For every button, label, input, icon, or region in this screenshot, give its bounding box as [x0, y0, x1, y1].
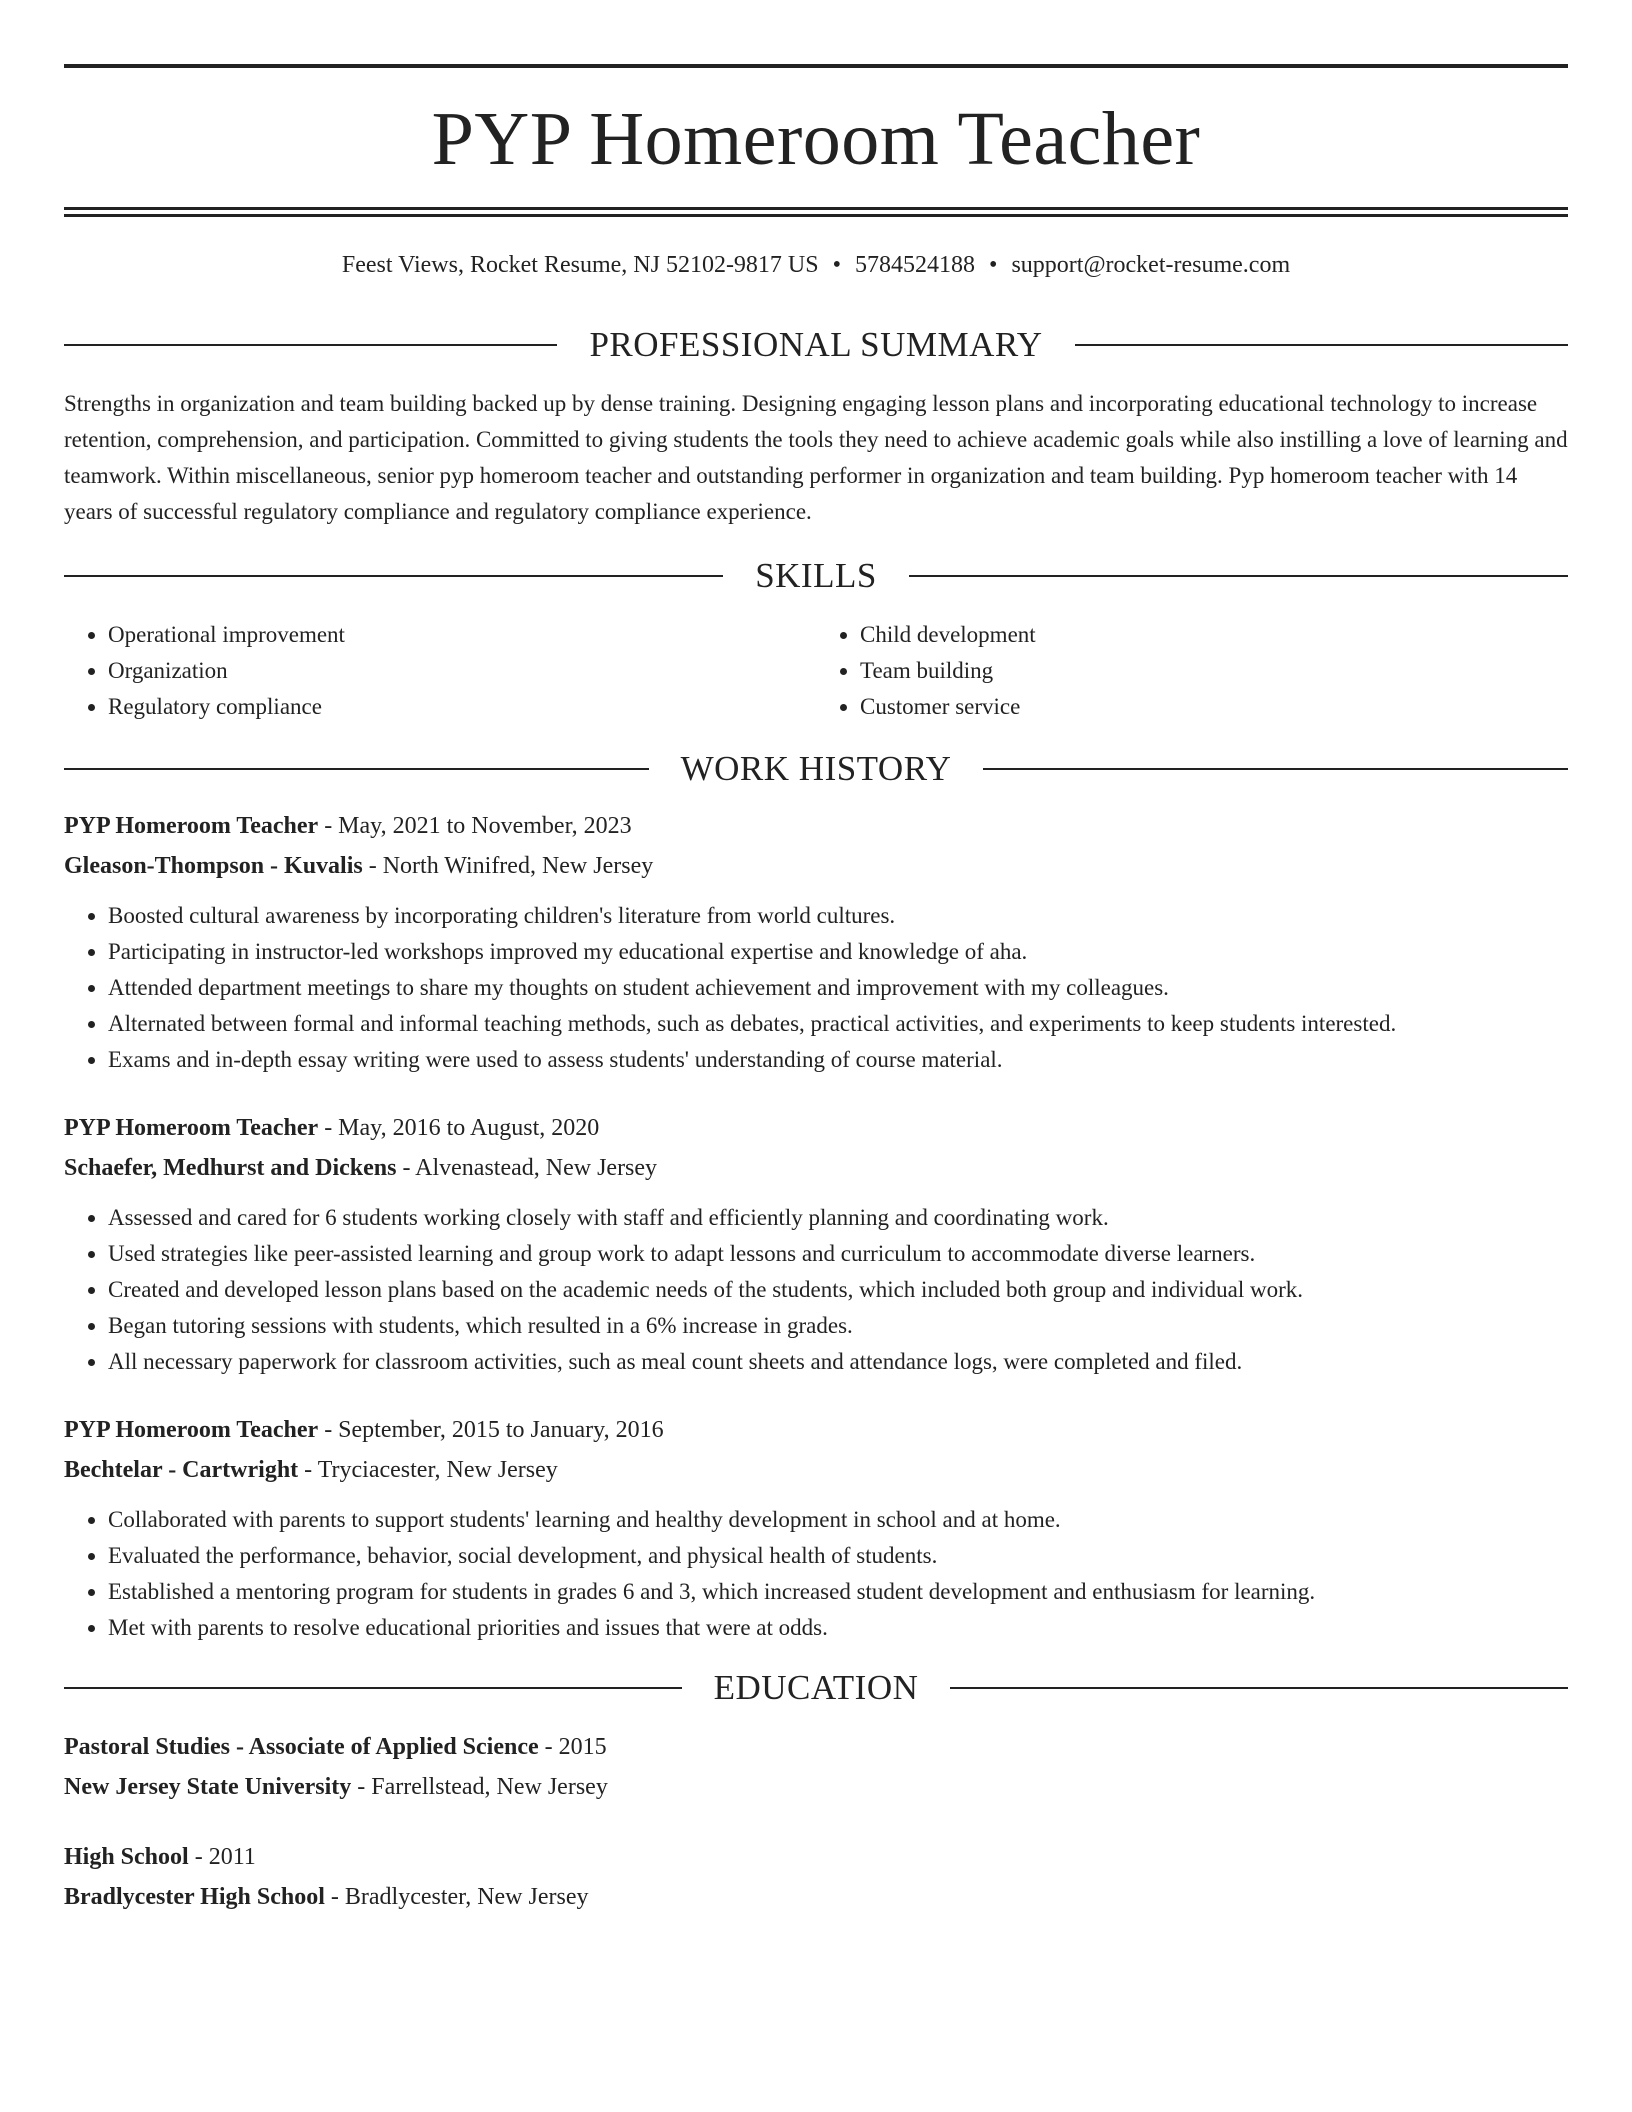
- title-double-rule: [64, 207, 1568, 217]
- job-entry: [64, 1410, 1568, 1646]
- job-bullet: • Boosted cultural awareness by incorporating children's literature from world cultures.: [108, 898, 1568, 934]
- job-bullet: • All necessary paperwork for classroom activities, such as meal count sheets and attendance logs, were completed and filed.: [108, 1344, 1568, 1380]
- job-bullets: [64, 898, 1568, 1078]
- heading-rule: [1075, 344, 1568, 346]
- education-school: Bradlycester High School: [64, 1884, 325, 1910]
- job-company-line: [64, 846, 1568, 886]
- job-bullet: • Assessed and cared for 6 students working closely with staff and efficiently planning and coordinating work.: [108, 1200, 1568, 1236]
- heading-rule: [64, 344, 557, 346]
- job-company: Schaefer, Medhurst and Dickens: [64, 1155, 397, 1181]
- job-title-line: [64, 1410, 1568, 1450]
- section-title-skills: SKILLS: [755, 556, 877, 595]
- skills-column-left: [64, 617, 816, 725]
- skills-column-right: [816, 617, 1568, 725]
- resume-page: [64, 64, 1568, 1917]
- job-bullets: [64, 1502, 1568, 1646]
- heading-rule: [950, 1687, 1568, 1689]
- job-company-line: [64, 1450, 1568, 1490]
- education-year: - 2015: [538, 1734, 607, 1760]
- education-degree-line: [64, 1727, 1568, 1767]
- skill-item: • Regulatory compliance: [108, 689, 816, 725]
- job-company: Bechtelar - Cartwright: [64, 1457, 299, 1483]
- section-heading-skills: [64, 558, 1568, 593]
- job-bullet: • Attended department meetings to share my thoughts on student achievement and improvement with my colleagues.: [108, 970, 1568, 1006]
- job-entry: [64, 1108, 1568, 1380]
- page-title: PYP Homeroom Teacher: [431, 97, 1201, 181]
- education-school: New Jersey State University: [64, 1774, 352, 1800]
- heading-rule: [64, 768, 649, 770]
- section-title-summary: PROFESSIONAL SUMMARY: [589, 325, 1043, 364]
- job-bullet: • Evaluated the performance, behavior, social development, and physical health of students.: [108, 1538, 1568, 1574]
- education-degree: High School: [64, 1844, 189, 1870]
- education-year: - 2011: [188, 1844, 256, 1870]
- section-heading-education: [64, 1670, 1568, 1705]
- education-entry: [64, 1837, 1568, 1917]
- job-bullet: • Used strategies like peer-assisted learning and group work to adapt lessons and curriculum to accommodate diverse learners.: [108, 1236, 1568, 1272]
- job-bullet: • Collaborated with parents to support students' learning and healthy development in school and at home.: [108, 1502, 1568, 1538]
- job-bullet: • Met with parents to resolve educational priorities and issues that were at odds.: [108, 1610, 1568, 1646]
- job-company: Gleason-Thompson - Kuvalis: [64, 853, 363, 879]
- education-school-line: [64, 1767, 1568, 1807]
- education-school-line: [64, 1877, 1568, 1917]
- job-location: - North Winifred, New Jersey: [362, 853, 654, 879]
- job-bullet: • Participating in instructor-led workshops improved my educational expertise and knowledge of aha.: [108, 934, 1568, 970]
- job-bullet: • Began tutoring sessions with students, which resulted in a 6% increase in grades.: [108, 1308, 1568, 1344]
- job-title: PYP Homeroom Teacher: [64, 813, 319, 839]
- heading-rule: [64, 1687, 682, 1689]
- job-title-line: [64, 806, 1568, 846]
- job-bullets: [64, 1200, 1568, 1380]
- job-bullet: • Exams and in-depth essay writing were used to assess students' understanding of course material.: [108, 1042, 1568, 1078]
- education-location: - Bradlycester, New Jersey: [324, 1884, 589, 1910]
- section-heading-work: [64, 751, 1568, 786]
- job-company-line: [64, 1148, 1568, 1188]
- job-title-line: [64, 1108, 1568, 1148]
- education-entry: [64, 1727, 1568, 1807]
- job-bullet: • Alternated between formal and informal teaching methods, such as debates, practical activities, and experiments to keep students interested.: [108, 1006, 1568, 1042]
- skills-list: [64, 617, 1568, 725]
- heading-rule: [64, 575, 723, 577]
- education-degree-line: [64, 1837, 1568, 1877]
- job-dates: - May, 2021 to November, 2023: [318, 813, 632, 839]
- skill-item: • Operational improvement: [108, 617, 816, 653]
- section-title-education: EDUCATION: [713, 1668, 919, 1707]
- contact-separator: •: [989, 252, 998, 278]
- education-degree: Pastoral Studies - Associate of Applied Science: [64, 1734, 539, 1760]
- job-title: PYP Homeroom Teacher: [64, 1417, 319, 1443]
- skill-item: • Organization: [108, 653, 816, 689]
- skill-item: • Child development: [860, 617, 1568, 653]
- heading-rule: [983, 768, 1568, 770]
- contact-address: Feest Views, Rocket Resume, NJ 52102-9817 US: [341, 252, 819, 278]
- section-heading-summary: [64, 327, 1568, 362]
- job-entry: [64, 806, 1568, 1078]
- job-dates: - September, 2015 to January, 2016: [318, 1417, 664, 1443]
- job-title: PYP Homeroom Teacher: [64, 1115, 319, 1141]
- job-location: - Alvenastead, New Jersey: [396, 1155, 658, 1181]
- contact-separator: •: [832, 252, 842, 278]
- summary-text: Strengths in organization and team building backed up by dense training. Designing engaging lesson plans and incorporating educational technology to increase retention, comprehension, and participation. Committed to giving students the tools they need to achieve academic goals while also instilling a love of learning and teamwork. Within miscellaneous, senior pyp homeroom teacher and outstanding performer in organization and team building. Pyp homeroom teacher with 14 years of successful regulatory compliance and regulatory compliance experience.: [64, 391, 1568, 524]
- skill-item: • Team building: [860, 653, 1568, 689]
- section-title-work: WORK HISTORY: [680, 749, 952, 788]
- job-bullet: • Established a mentoring program for students in grades 6 and 3, which increased student development and enthusiasm for learning.: [108, 1574, 1568, 1610]
- contact-phone: 5784524188: [855, 252, 976, 278]
- contact-line: [64, 253, 1568, 277]
- job-dates: - May, 2016 to August, 2020: [318, 1115, 600, 1141]
- contact-email: support@rocket-resume.com: [1011, 252, 1291, 278]
- heading-rule: [909, 575, 1568, 577]
- job-location: - Tryciacester, New Jersey: [298, 1457, 558, 1483]
- education-location: - Farrellstead, New Jersey: [351, 1774, 608, 1800]
- skill-item: • Customer service: [860, 689, 1568, 725]
- job-bullet: • Created and developed lesson plans based on the academic needs of the students, which included both group and individual work.: [108, 1272, 1568, 1308]
